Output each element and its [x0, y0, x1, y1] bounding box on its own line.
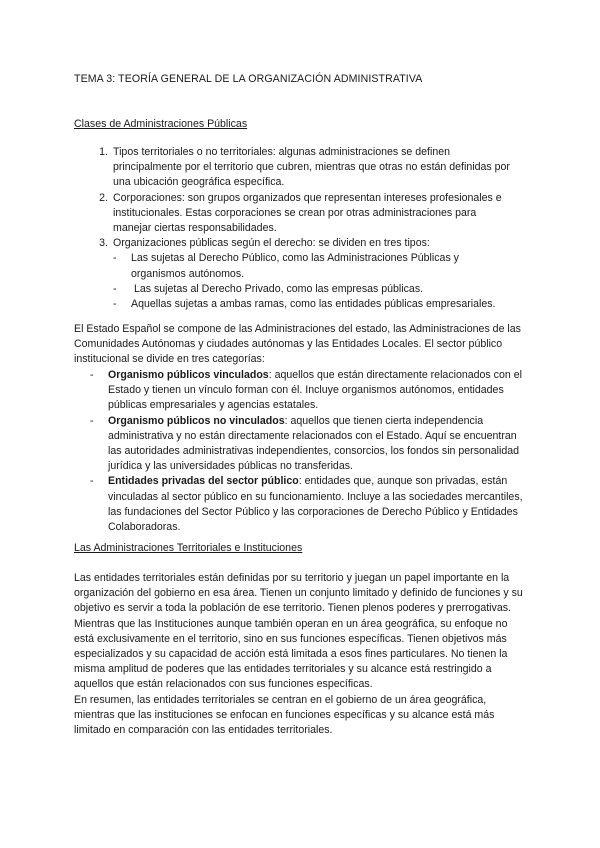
category-text: : entidades que, aunque son privadas, están vinculadas al sector público en su funcionamiento. Incluye a las sociedades mercantiles, las fundaciones del Sector Público y las corporaciones de Derecho Público y Entidades Colaboradoras.: [108, 475, 523, 534]
category-term: Entidades privadas del sector público: [108, 475, 299, 488]
sub-list: [113, 251, 514, 312]
paragraph-estado: El Estado Español se compone de las Administraciones del estado, las Administraciones de las Comunidades Autónomas y ciudades autónomas y las Entidades Locales. El sector público institucional se divide en tres categorías:: [74, 323, 521, 366]
category-list: [74, 368, 526, 535]
category-term: Organismo públicos no vinculados: [108, 414, 285, 427]
dash-bullet: -: [113, 298, 117, 311]
list-number: 3.: [99, 237, 108, 250]
section2-body: [74, 571, 526, 738]
category-item: [74, 474, 526, 535]
sub-list-text: Las sujetas al Derecho Privado, como las empresas públicas.: [131, 282, 424, 295]
list-item: [74, 191, 514, 237]
section-heading-territoriales: Las Administraciones Territoriales e Instituciones: [74, 542, 303, 554]
list-item-text: Corporaciones: son grupos organizados que representan intereses profesionales e institucionales. Estas corporaciones se crean por otras administraciones para manejar ciertas responsabilidades.: [113, 191, 502, 235]
sub-list-item: [113, 282, 514, 297]
list-item-body: [113, 236, 514, 312]
sub-list-item: [113, 297, 514, 312]
category-term: Organismo públicos vinculados: [108, 369, 269, 381]
document-title: TEMA 3: TEORÍA GENERAL DE LA ORGANIZACIÓN ADMINISTRATIVA: [74, 73, 423, 85]
category-item: [74, 368, 526, 414]
numbered-list: [74, 145, 514, 312]
category-text: : aquellos que están directamente relacionados con el Estado y tienen un vínculo forman con él. Incluye organismos autónomos, entidades públicas empresariales y agencias estatales.: [108, 369, 522, 412]
category-body: [108, 414, 526, 475]
sub-list-text: Las sujetas al Derecho Público, como las Administraciones Públicas y organismos autónomos.: [131, 252, 459, 280]
category-item: [74, 414, 526, 475]
list-item: [74, 236, 514, 312]
list-number: 2.: [99, 191, 108, 204]
sub-list-text: Aquellas sujetas a ambas ramas, como las entidades públicas empresariales.: [131, 298, 496, 311]
dash-bullet: -: [113, 282, 117, 295]
dash-bullet: -: [113, 252, 117, 265]
paragraph-territoriales: Las entidades territoriales están definidas por su territorio y juegan un papel importante en la organización del gobierno en esa área. Tienen un conjunto limitado y definido de funciones y su objetivo es servir a toda la población de ese territorio. Tienen plenos poderes y prerrogativas. Mientras que las Instituciones aunque también operan en un área geográfica, su enfoque no está exclusivamente en el territorio, sino en sus funciones específicas. Tienen objetivos más especializados y su capacidad de acción está limitada a esos fines particulares. No tienen la misma amplitud de poderes que las entidades territoriales y su alcance está restringido a aquellos que están relacionados con sus funciones específicas.: [74, 572, 523, 691]
list-item-text: Organizaciones públicas según el derecho: se dividen en tres tipos:: [113, 237, 430, 250]
category-body: [108, 368, 526, 414]
list-item: [74, 145, 514, 191]
category-body: [108, 474, 526, 535]
sub-list-item: [113, 251, 514, 281]
dash-bullet: -: [90, 369, 94, 381]
list-item-text: Tipos territoriales o no territoriales: algunas administraciones se definen principalmente por el territorio que cubren, mientras que otras no están definidas por una ubicación geográfica específica.: [113, 146, 510, 189]
dash-bullet: -: [90, 414, 94, 427]
paragraph-resumen: En resumen, las entidades territoriales se centran en el gobierno de un área geográfica, mientras que las instituciones se enfocan en funciones específicas y su alcance está más limitado en comparación con las entidades territoriales.: [74, 693, 495, 737]
list-number: 1.: [99, 146, 108, 158]
category-text: : aquellos que tienen cierta independencia administrativa y no están directamente relacionados con el Estado. Aquí se encuentran las autoridades administrativas independientes, consorcios, los fondos sin personalidad jurídica y las universidades públicas no transferidas.: [108, 414, 520, 473]
dash-bullet: -: [90, 475, 94, 488]
section-heading-clases: Clases de Administraciones Públicas: [74, 118, 248, 130]
